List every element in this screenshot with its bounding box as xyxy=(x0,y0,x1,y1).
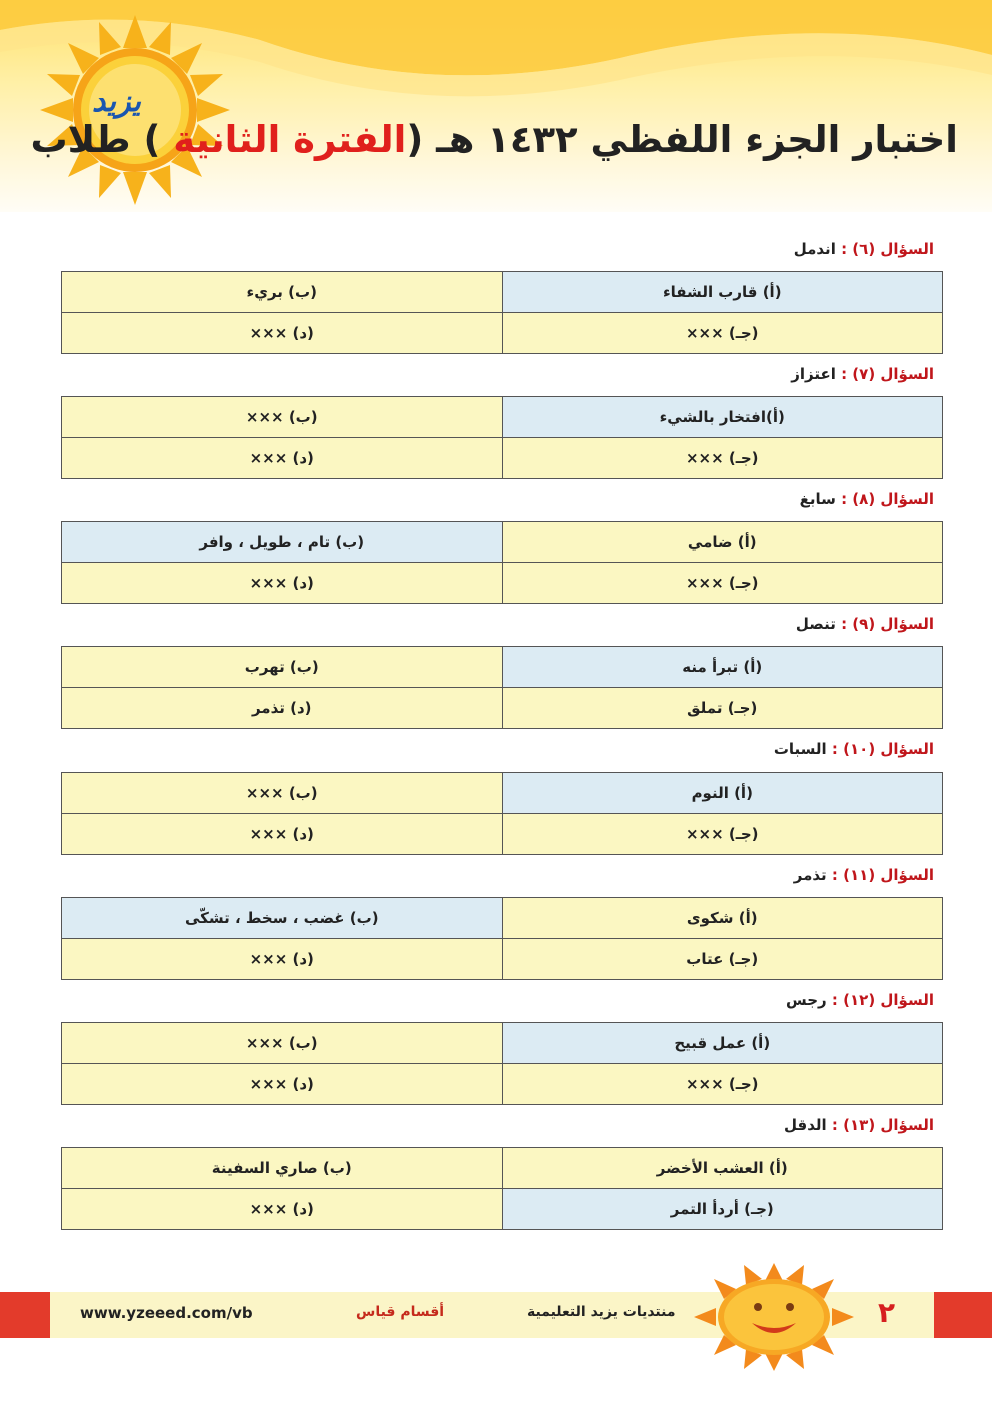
option-c[interactable]: (جـ) ××× xyxy=(502,313,943,354)
option-c[interactable]: (جـ) تملق xyxy=(502,688,943,729)
option-c[interactable]: (جـ) أردأ التمر xyxy=(502,1189,943,1230)
question-10-options xyxy=(61,772,943,855)
option-a[interactable]: (أ) عمل قبيح xyxy=(502,1023,943,1064)
question-9-options xyxy=(61,646,943,729)
question-13-label: السؤال (١٣) : الدقل xyxy=(784,1116,934,1134)
option-d[interactable]: (د) ××× xyxy=(62,313,503,354)
footer-url-link[interactable]: www.yzeeed.com/vb xyxy=(80,1304,253,1322)
option-b[interactable]: (ب) بريء xyxy=(62,272,503,313)
smiling-sun-icon xyxy=(692,1262,856,1372)
option-b[interactable]: (ب) ××× xyxy=(62,1023,503,1064)
question-9-label: السؤال (٩) : تنصل xyxy=(795,615,934,633)
question-13-options xyxy=(61,1147,943,1230)
question-6-label: السؤال (٦) : اندمل xyxy=(793,240,934,258)
option-b[interactable]: (ب) صاري السفينة xyxy=(62,1148,503,1189)
option-a[interactable]: (أ) شكوى xyxy=(502,898,943,939)
option-b[interactable]: (ب) ××× xyxy=(62,773,503,814)
question-12-options xyxy=(61,1022,943,1105)
question-7-options xyxy=(61,396,943,479)
page-title: اختبار الجزء اللفظي ١٤٣٢ هـ (الفترة الثانية ) طلاب xyxy=(30,118,958,161)
option-d[interactable]: (د) ××× xyxy=(62,1064,503,1105)
question-6-options xyxy=(61,271,943,354)
option-d[interactable]: (د) ××× xyxy=(62,563,503,604)
option-d[interactable]: (د) ××× xyxy=(62,939,503,980)
option-c[interactable]: (جـ) ××× xyxy=(502,1064,943,1105)
option-a[interactable]: (أ) قارب الشفاء xyxy=(502,272,943,313)
option-c[interactable]: (جـ) ××× xyxy=(502,563,943,604)
option-d[interactable]: (د) ××× xyxy=(62,1189,503,1230)
question-7-label: السؤال (٧) : اعتزاز xyxy=(791,365,934,383)
option-d[interactable]: (د) تذمر xyxy=(62,688,503,729)
option-b[interactable]: (ب) ××× xyxy=(62,397,503,438)
option-c[interactable]: (جـ) عتاب xyxy=(502,939,943,980)
option-b[interactable]: (ب) غضب ، سخط ، تشكّى xyxy=(62,898,503,939)
question-12-label: السؤال (١٢) : رجس xyxy=(786,991,934,1009)
option-a[interactable]: (أ) ضامي xyxy=(502,522,943,563)
question-11-label: السؤال (١١) : تذمر xyxy=(793,866,934,884)
footer-forum-name: منتديات يزيد التعليمية xyxy=(527,1304,676,1320)
question-11-options xyxy=(61,897,943,980)
footer-category: أقسام قياس xyxy=(356,1304,445,1320)
option-b[interactable]: (ب) تهرب xyxy=(62,647,503,688)
option-c[interactable]: (جـ) ××× xyxy=(502,814,943,855)
option-b[interactable]: (ب) تام ، طويل ، وافر xyxy=(62,522,503,563)
option-d[interactable]: (د) ××× xyxy=(62,438,503,479)
question-8-label: السؤال (٨) : سابغ xyxy=(799,490,934,508)
logo: يزيد xyxy=(92,84,141,119)
page-number: ٢ xyxy=(878,1296,896,1329)
option-a[interactable]: (أ) العشب الأخضر xyxy=(502,1148,943,1189)
option-a[interactable]: (أ) النوم xyxy=(502,773,943,814)
option-c[interactable]: (جـ) ××× xyxy=(502,438,943,479)
option-d[interactable]: (د) ××× xyxy=(62,814,503,855)
sun-decoration xyxy=(0,0,992,212)
question-8-options xyxy=(61,521,943,604)
question-10-label: السؤال (١٠) : السبات xyxy=(773,740,934,758)
option-a[interactable]: (أ)افتخار بالشيء xyxy=(502,397,943,438)
page-header xyxy=(0,0,992,212)
option-a[interactable]: (أ) تبرأ منه xyxy=(502,647,943,688)
